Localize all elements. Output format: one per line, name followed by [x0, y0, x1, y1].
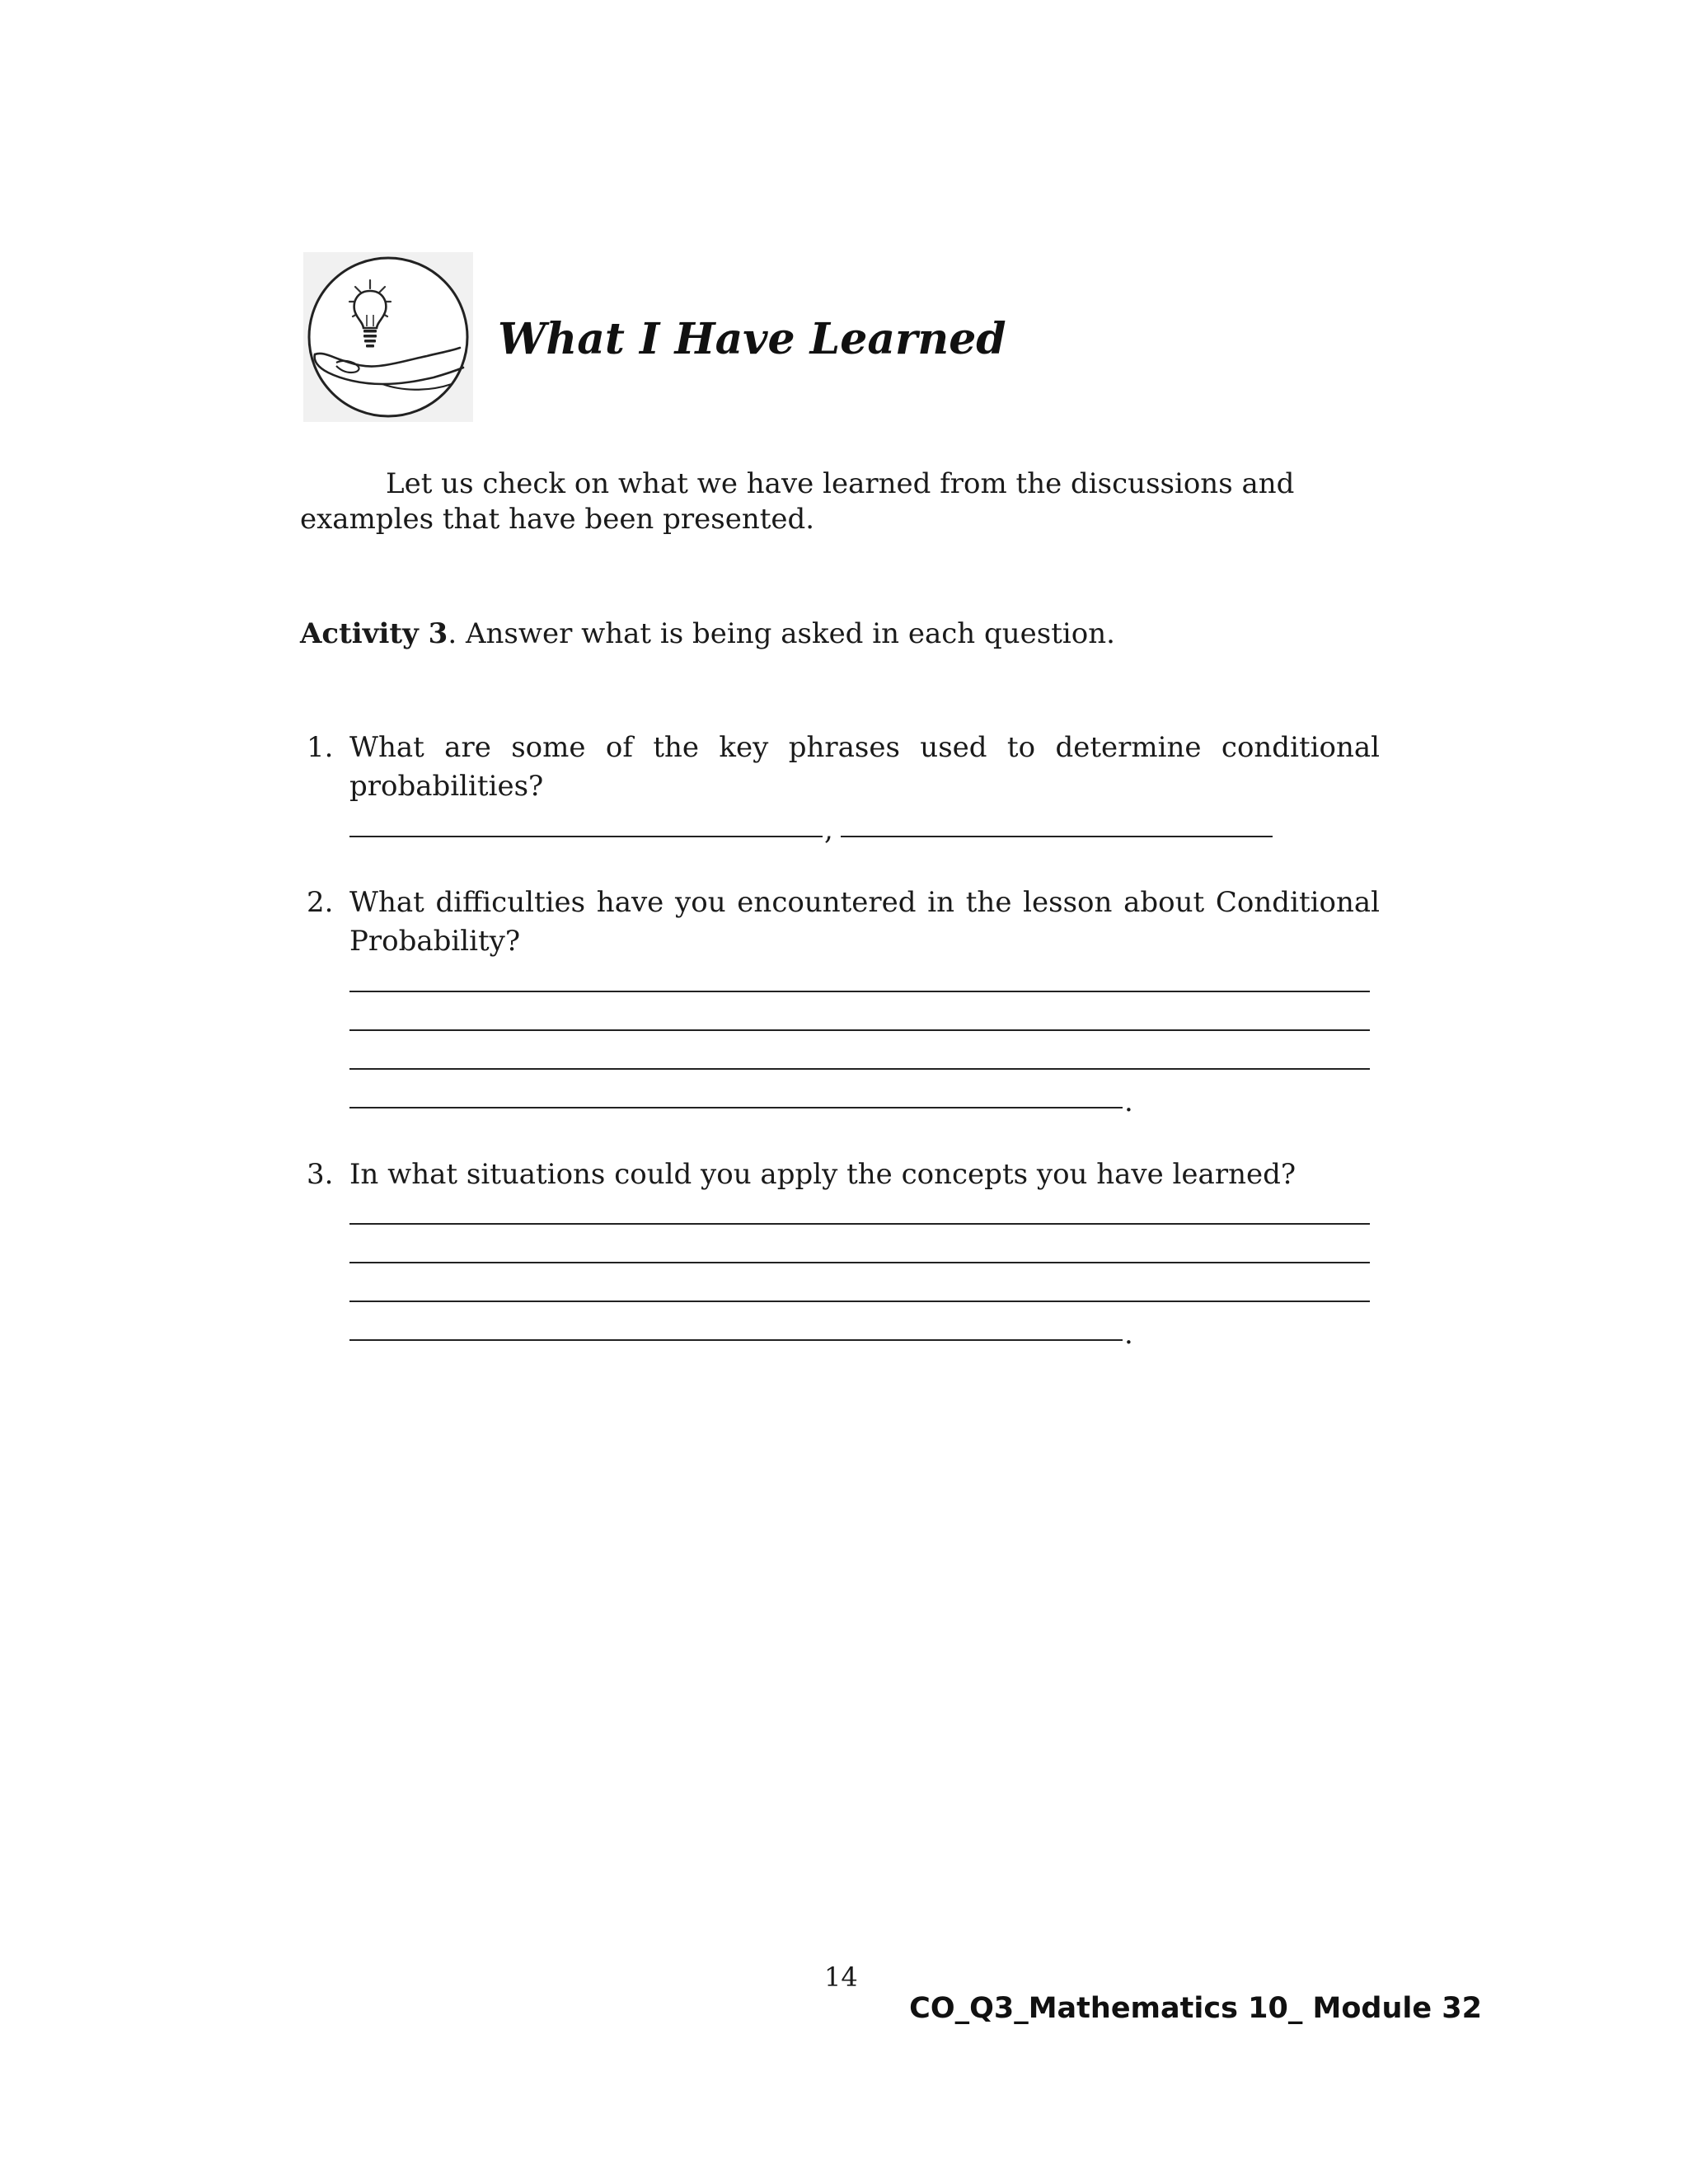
answer-line-3-1[interactable] — [349, 1223, 1370, 1225]
activity-instruction-text: . Answer what is being asked in each question. — [448, 617, 1115, 650]
question-number: 2. — [307, 886, 334, 919]
activity-label: Activity 3 — [300, 617, 448, 650]
answer-line-2-4[interactable] — [349, 1107, 1123, 1108]
answer-line-2-1[interactable] — [349, 991, 1370, 992]
question-text: What are some of the key phrases used to determine conditional probabilities? — [349, 731, 1380, 803]
question-1 — [300, 729, 1380, 806]
answer-separator: , — [824, 813, 833, 846]
answer-line-2-2[interactable] — [349, 1029, 1370, 1031]
answer-line-2-3[interactable] — [349, 1068, 1370, 1070]
module-code: CO_Q3_Mathematics 10_ Module 32 — [909, 1992, 1482, 2025]
answer-blank-1b[interactable] — [841, 836, 1273, 837]
question-3 — [300, 1155, 1380, 1194]
intro-paragraph: Let us check on what we have learned from the discussions and examples that have been presented. — [300, 467, 1295, 536]
question-text: In what situations could you apply the concepts you have learned? — [349, 1158, 1296, 1191]
answer-blank-1a[interactable] — [349, 836, 823, 837]
answer-line-3-3[interactable] — [349, 1301, 1370, 1302]
answer-end-mark: . — [1124, 1318, 1133, 1351]
question-number: 3. — [307, 1158, 334, 1191]
answer-line-3-2[interactable] — [349, 1262, 1370, 1263]
activity-instruction — [300, 616, 1115, 652]
lightbulb-in-hand-icon — [303, 252, 473, 422]
question-text: What difficulties have you encountered in the lesson about Conditional Probability? — [349, 886, 1380, 958]
section-title: What I Have Learned — [498, 314, 1006, 364]
question-number: 1. — [307, 731, 334, 764]
page-number: 14 — [824, 1961, 858, 1993]
answer-end-mark: . — [1124, 1085, 1133, 1118]
answer-line-3-4[interactable] — [349, 1339, 1123, 1341]
question-2 — [300, 883, 1380, 961]
